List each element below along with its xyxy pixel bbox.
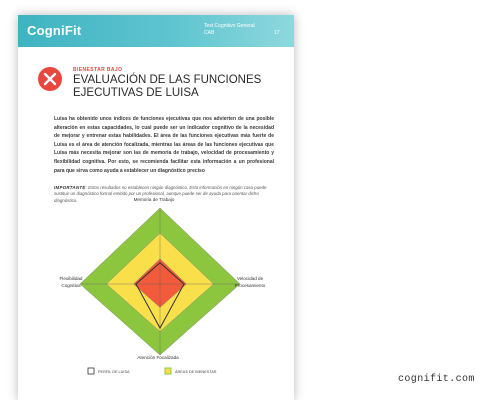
axis-label-focused-attention: Atención Focalizada: [137, 355, 179, 360]
disclaimer-text: : Estos resultados no establecen ningún diagnóstico. Esta información en ningún caso puede sustituir un diagnóstico formal emitido por un profesional, aunque puede ser de ayuda para orientar dicho diagnóstico.: [54, 185, 267, 203]
wellbeing-level-tag: BIENESTAR BAJO: [73, 67, 123, 73]
header-test-code: CAB: [204, 30, 215, 36]
executive-functions-radar-chart: [18, 15, 294, 400]
header-page-number: 17: [274, 30, 280, 36]
disclaimer-label: IMPORTANTE: [54, 185, 86, 190]
cognifit-logo: CogniFit: [27, 23, 82, 38]
report-page: [18, 15, 294, 400]
axis-label-working-memory: Memoria de Trabajo: [133, 197, 175, 202]
section-title-line1: EVALUACIÓN DE LAS FUNCIONES: [73, 74, 262, 86]
axis-label-processing-speed-1: Velocidad de: [236, 276, 264, 281]
section-title-line2: EJECUTIVAS DE LUISA: [73, 87, 199, 99]
results-paragraph: Luisa ha obtenido unos índices de funciones ejecutivas que nos advierten de una posible alteración en estas capacidades, lo cual puede ser un indicador cognitivo de la necesidad de mejorar y entrenar estas habilidades. El área de las funciones ejecutivas más fuerte de Luisa es el área de atención focalizada, mientras las áreas de las funciones ejecutivas que Luisa más necesita mejorar son las de memoria de trabajo, velocidad de procesamiento y flexibilidad cognitiva. Por esto, se recomienda facilitar esta información a un profesional para que sirva como ayuda a establecer un diagnóstico preciso: [54, 116, 274, 174]
footer-brand-url: cognifit.com: [398, 374, 475, 385]
header-test-title: Test Cognitivo General: [204, 23, 255, 29]
axis-label-cognitive-flexibility-1: Flexibilidad: [59, 276, 83, 281]
legend-profile-label: PERFIL DE LUISA: [98, 370, 130, 374]
axis-label-processing-speed-2: Procesamiento: [234, 283, 266, 288]
legend-wellbeing-swatch: [165, 368, 171, 374]
legend-wellbeing-label: ÁREAS DE BIENESTAR: [175, 370, 217, 374]
axis-label-cognitive-flexibility-2: Cognitiva: [61, 283, 81, 288]
legend-profile-swatch: [88, 368, 94, 374]
